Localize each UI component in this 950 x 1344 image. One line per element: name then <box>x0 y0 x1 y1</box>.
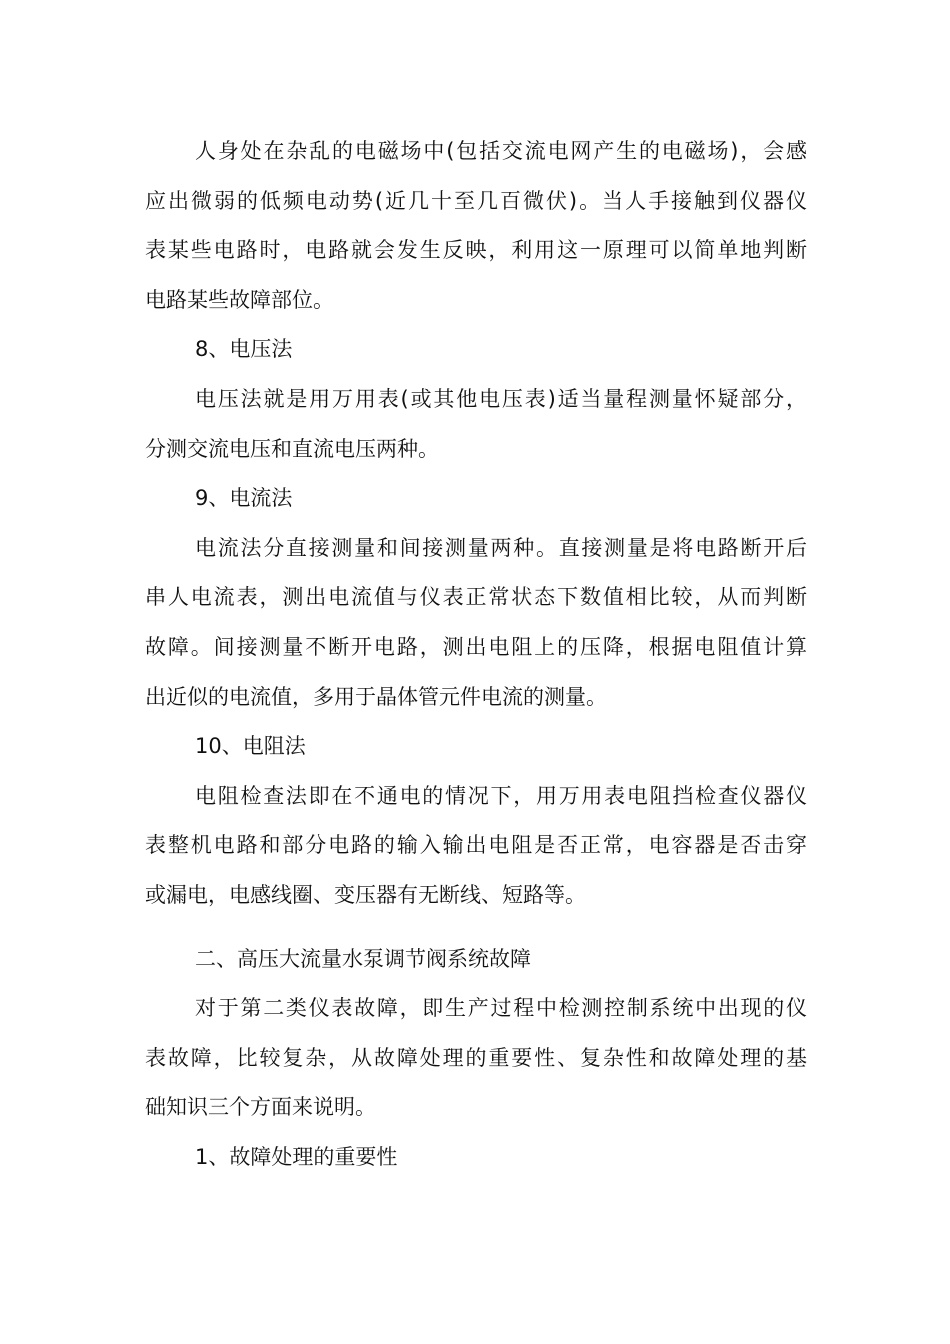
paragraph-line: 电阻检查法即在不通电的情况下，用万用表电阻挡检查仪器仪 <box>195 783 807 808</box>
paragraph-line: 础知识三个方面来说明。 <box>145 1095 376 1120</box>
paragraph-line: 或漏电，电感线圈、变压器有无断线、短路等。 <box>145 882 586 907</box>
paragraph-line: 串人电流表，测出电流值与仪表正常状态下数值相比较，从而判断 <box>145 585 807 610</box>
heading-current-method: 9、电流法 <box>195 486 293 511</box>
section-gap <box>145 921 807 935</box>
paragraph-line: 表故障，比较复杂，从故障处理的重要性、复杂性和故障处理的基 <box>145 1045 807 1070</box>
heading-fault-importance: 1、故障处理的重要性 <box>195 1144 398 1169</box>
paragraph-line: 电流法分直接测量和间接测量两种。直接测量是将电路断开后 <box>195 535 807 560</box>
paragraph-line: 电路某些故障部位。 <box>145 287 334 312</box>
paragraph-line: 对于第二类仪表故障，即生产过程中检测控制系统中出现的仪 <box>195 996 807 1021</box>
heading-voltage-method: 8、电压法 <box>195 337 293 362</box>
paragraph-line: 应出微弱的低频电动势(近几十至几百微伏)。当人手接触到仪器仪 <box>145 188 807 213</box>
paragraph-line: 表整机电路和部分电路的输入输出电阻是否正常，电容器是否击穿 <box>145 833 807 858</box>
paragraph-line: 出近似的电流值，多用于晶体管元件电流的测量。 <box>145 684 607 709</box>
paragraph-line: 人身处在杂乱的电磁场中(包括交流电网产生的电磁场)，会感 <box>195 139 807 163</box>
heading-resistance-method: 10、电阻法 <box>195 734 306 759</box>
paragraph-line: 电压法就是用万用表(或其他电压表)适当量程测量怀疑部分， <box>195 386 807 411</box>
paragraph-line: 故障。间接测量不断开电路，测出电阻上的压降，根据电阻值计算 <box>145 634 807 659</box>
section-heading: 二、高压大流量水泵调节阀系统故障 <box>195 946 531 971</box>
document-page <box>145 127 807 1182</box>
paragraph-line: 表某些电路时，电路就会发生反映，利用这一原理可以简单地判断 <box>145 238 807 263</box>
paragraph-line: 分测交流电压和直流电压两种。 <box>145 436 439 461</box>
